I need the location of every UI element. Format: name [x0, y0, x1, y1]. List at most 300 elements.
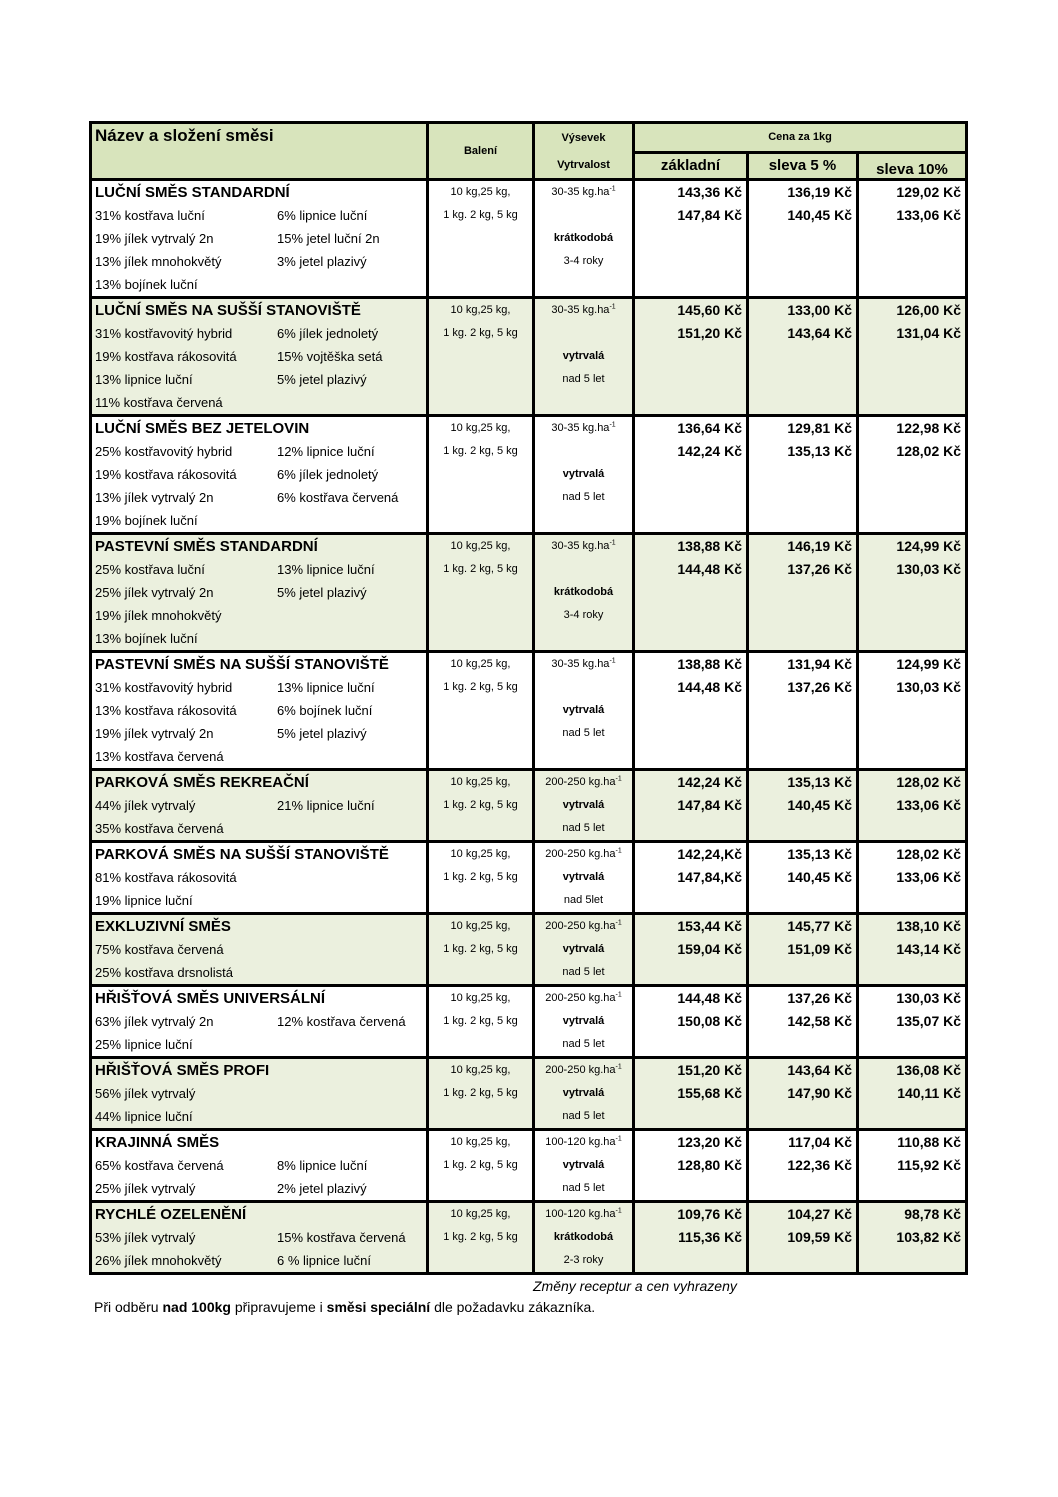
price-value: 110,88 Kč	[897, 1134, 962, 1150]
packaging-line: 10 kg,25 kg,	[450, 422, 511, 434]
packaging-cell	[428, 652, 534, 770]
sowing-cell	[534, 1202, 634, 1274]
price-basic-cell	[634, 914, 748, 986]
component-left: 44% jílek vytrvalý	[95, 798, 196, 813]
component-right: 15% kostřava červená	[277, 1230, 406, 1245]
price-value: 124,99 Kč	[896, 656, 962, 672]
durability-label: vytrvalá	[562, 350, 605, 362]
spacer	[535, 322, 632, 345]
sowing-rate	[535, 771, 632, 794]
price-discount-5-cell	[748, 1058, 858, 1130]
price-value: 151,20 Kč	[677, 1062, 742, 1078]
price-discount-10-cell	[858, 416, 967, 534]
special-note-suffix: dle požadavku zákazníka.	[430, 1299, 596, 1315]
mix-row	[91, 534, 967, 652]
price-value: 138,88 Kč	[677, 656, 742, 672]
price-discount-5-cell	[748, 842, 858, 914]
packaging-line: 1 kg. 2 kg, 5 kg	[443, 1231, 518, 1243]
component-right: 15% jetel luční 2n	[277, 231, 380, 246]
component-left: 65% kostřava červená	[95, 1158, 224, 1173]
sowing-rate-value: 30-35 kg.ha	[551, 186, 610, 198]
component-left: 13% bojínek luční	[95, 277, 198, 292]
packaging-cell	[428, 416, 534, 534]
price-basic-cell	[634, 1058, 748, 1130]
component-right: 6% lipnice luční	[277, 208, 368, 223]
price-discount-5-cell	[748, 534, 858, 652]
price-value: 143,14 Kč	[896, 941, 962, 957]
mix-component-line	[92, 1249, 426, 1272]
component-left: 25% kostřavovitý hybrid	[95, 444, 233, 459]
price-value: 130,03 Kč	[896, 561, 962, 577]
price-discount-5-cell	[748, 770, 858, 842]
mix-name: EXKLUZIVNÍ SMĚS	[95, 918, 231, 935]
mix-component-line	[92, 322, 426, 345]
packaging-line: 10 kg,25 kg,	[450, 186, 511, 198]
component-left: 81% kostřava rákosovitá	[95, 870, 237, 885]
price-discount-10-cell	[858, 842, 967, 914]
packaging-line: 10 kg,25 kg,	[450, 1064, 511, 1076]
mix-name: PARKOVÁ SMĚS REKREAČNÍ	[95, 774, 309, 791]
sowing-cell	[534, 1058, 634, 1130]
durability-detail: nad 5 let	[562, 822, 605, 834]
durability-label: vytrvalá	[562, 871, 605, 883]
sowing-cell	[534, 914, 634, 986]
price-basic-cell	[634, 842, 748, 914]
price-discount-5-cell	[748, 180, 858, 298]
mix-row	[91, 914, 967, 986]
mix-name: KRAJINNÁ SMĚS	[95, 1134, 220, 1151]
special-mix-note	[89, 1298, 965, 1316]
component-left: 31% kostřavovitý hybrid	[95, 680, 233, 695]
spacer	[535, 440, 632, 463]
component-left: 19% jílek vytrvalý 2n	[95, 231, 214, 246]
sowing-rate-value: 30-35 kg.ha	[551, 304, 610, 316]
price-value: 142,58 Kč	[787, 1013, 852, 1029]
sowing-cell	[534, 180, 634, 298]
component-left: 31% kostřava luční	[95, 208, 205, 223]
durability-label: vytrvalá	[562, 468, 605, 480]
component-right: 2% jetel plazivý	[277, 1181, 367, 1196]
packaging-line: 10 kg,25 kg,	[450, 920, 511, 932]
price-value: 98,78 Kč	[904, 1206, 962, 1222]
durability-detail: 2-3 roky	[563, 1254, 604, 1266]
component-left: 31% kostřavovitý hybrid	[95, 326, 233, 341]
price-value: 135,13 Kč	[787, 846, 852, 862]
component-left: 19% jílek mnohokvětý	[95, 608, 222, 623]
price-value: 133,06 Kč	[896, 207, 962, 223]
packaging-line: 10 kg,25 kg,	[450, 658, 511, 670]
packaging-line: 10 kg,25 kg,	[450, 1208, 511, 1220]
component-left: 35% kostřava červená	[95, 821, 224, 836]
price-value: 145,77 Kč	[787, 918, 852, 934]
price-value: 142,24 Kč	[677, 443, 742, 459]
mix-component-line	[92, 889, 426, 912]
price-value: 136,08 Kč	[896, 1062, 962, 1078]
mix-component-line	[92, 1226, 426, 1249]
price-value: 124,99 Kč	[896, 538, 962, 554]
price-value: 153,44 Kč	[677, 918, 742, 934]
sowing-cell	[534, 1130, 634, 1202]
packaging-header: Balení	[428, 123, 534, 180]
component-left: 13% kostřava červená	[95, 749, 224, 764]
spacer	[535, 558, 632, 581]
price-value: 128,80 Kč	[677, 1157, 742, 1173]
component-left: 25% kostřava luční	[95, 562, 205, 577]
price-value: 147,84,Kč	[677, 869, 742, 885]
packaging-line: 1 kg. 2 kg, 5 kg	[443, 327, 518, 339]
packaging-cell	[428, 180, 534, 298]
price-discount-5-cell	[748, 914, 858, 986]
price-value: 131,04 Kč	[896, 325, 962, 341]
packaging-line: 1 kg. 2 kg, 5 kg	[443, 445, 518, 457]
price-table	[89, 121, 968, 1275]
durability-label: vytrvalá	[562, 1087, 605, 1099]
price-value: 144,48 Kč	[677, 679, 742, 695]
price-value: 140,45 Kč	[787, 869, 852, 885]
mix-component-line	[92, 1010, 426, 1033]
packaging-line: 1 kg. 2 kg, 5 kg	[443, 799, 518, 811]
packaging-line: 10 kg,25 kg,	[450, 848, 511, 860]
price-discount-5-cell	[748, 1202, 858, 1274]
component-left: 25% lipnice luční	[95, 1037, 193, 1052]
component-left: 26% jílek mnohokvětý	[95, 1253, 222, 1268]
price-header-discount-5: sleva 5 %	[748, 152, 858, 179]
price-group-header: Cena za 1kg	[634, 123, 967, 153]
mix-composition-cell	[91, 986, 428, 1058]
disclaimer-note: Změny receptur a cen vyhrazeny	[533, 1278, 737, 1294]
component-right: 12% kostřava červená	[277, 1014, 406, 1029]
mix-composition-cell	[91, 1202, 428, 1274]
packaging-line: 10 kg,25 kg,	[450, 992, 511, 1004]
price-value: 137,26 Kč	[787, 679, 852, 695]
price-value: 129,81 Kč	[787, 420, 852, 436]
price-value: 122,36 Kč	[787, 1157, 852, 1173]
packaging-line: 1 kg. 2 kg, 5 kg	[443, 681, 518, 693]
price-value: 104,27 Kč	[787, 1206, 852, 1222]
sowing-cell	[534, 652, 634, 770]
component-right: 6% jílek jednoletý	[277, 467, 379, 482]
price-value: 130,03 Kč	[896, 679, 962, 695]
price-discount-10-cell	[858, 1130, 967, 1202]
price-basic-cell	[634, 1130, 748, 1202]
price-value: 133,06 Kč	[896, 797, 962, 813]
mix-composition-cell	[91, 842, 428, 914]
mix-component-line	[92, 250, 426, 273]
mix-name: PASTEVNÍ SMĚS STANDARDNÍ	[95, 538, 318, 555]
price-value: 137,26 Kč	[787, 990, 852, 1006]
component-right: 13% lipnice luční	[277, 680, 375, 695]
price-discount-5-cell	[748, 416, 858, 534]
price-value: 117,04 Kč	[788, 1134, 852, 1150]
price-value: 147,90 Kč	[787, 1085, 852, 1101]
special-note-bold-qty: nad 100kg	[162, 1299, 231, 1315]
mix-component-line	[92, 391, 426, 414]
mix-row	[91, 842, 967, 914]
durability-detail: nad 5 let	[562, 1182, 605, 1194]
durability-label: vytrvalá	[562, 1015, 605, 1027]
sowing-cell	[534, 298, 634, 416]
mix-composition-cell	[91, 914, 428, 986]
price-value: 159,04 Kč	[677, 941, 742, 957]
sowing-rate-value: 30-35 kg.ha	[551, 540, 610, 552]
price-value: 128,02 Kč	[896, 774, 962, 790]
mix-component-line	[92, 699, 426, 722]
durability-detail: nad 5 let	[562, 727, 605, 739]
price-discount-10-cell	[858, 652, 967, 770]
packaging-line: 1 kg. 2 kg, 5 kg	[443, 1015, 518, 1027]
sowing-rate-exponent: -1	[609, 185, 616, 193]
component-right: 15% vojtěška setá	[277, 349, 383, 364]
durability-detail: nad 5 let	[562, 373, 605, 385]
price-value: 135,13 Kč	[787, 443, 852, 459]
durability-detail: nad 5 let	[562, 1038, 605, 1050]
packaging-line: 1 kg. 2 kg, 5 kg	[443, 209, 518, 221]
mix-name: HŘIŠŤOVÁ SMĚS PROFI	[95, 1062, 270, 1079]
price-value: 128,02 Kč	[896, 443, 962, 459]
price-value: 140,45 Kč	[787, 797, 852, 813]
price-value: 115,36 Kč	[678, 1229, 742, 1245]
price-discount-5-cell	[748, 986, 858, 1058]
packaging-cell	[428, 1130, 534, 1202]
component-left: 11% kostřava červená	[95, 395, 223, 410]
mix-row	[91, 416, 967, 534]
price-value: 123,20 Kč	[677, 1134, 742, 1150]
mix-name: HŘIŠŤOVÁ SMĚS UNIVERSÁLNÍ	[95, 990, 326, 1007]
price-value: 143,64 Kč	[787, 325, 852, 341]
price-discount-10-cell	[858, 534, 967, 652]
sowing-rate-value: 30-35 kg.ha	[551, 422, 610, 434]
price-discount-10-cell	[858, 770, 967, 842]
mix-component-line	[92, 486, 426, 509]
mix-row	[91, 1130, 967, 1202]
price-header-discount-10: sleva 10%	[858, 152, 967, 179]
price-discount-5-cell	[748, 298, 858, 416]
price-basic-cell	[634, 652, 748, 770]
component-right: 6% jílek jednoletý	[277, 326, 379, 341]
sowing-rate	[535, 1203, 632, 1226]
price-value: 128,02 Kč	[896, 846, 962, 862]
packaging-line: 1 kg. 2 kg, 5 kg	[443, 943, 518, 955]
price-value: 136,19 Kč	[787, 184, 852, 200]
mix-component-line	[92, 1033, 426, 1056]
special-note-bold-mix: směsi speciální	[326, 1299, 431, 1315]
mix-component-line	[92, 961, 426, 984]
sowing-cell	[534, 986, 634, 1058]
price-value: 140,11 Kč	[897, 1085, 962, 1101]
price-discount-5-cell	[748, 652, 858, 770]
sowing-rate-value: 30-35 kg.ha	[551, 658, 610, 670]
sowing-cell	[534, 770, 634, 842]
mix-component-line	[92, 227, 426, 250]
sowing-rate-value: 200-250 kg.ha	[545, 1064, 616, 1076]
sowing-rate-exponent: -1	[615, 1135, 622, 1143]
mix-component-line	[92, 794, 426, 817]
component-left: 19% bojínek luční	[95, 513, 198, 528]
component-left: 63% jílek vytrvalý 2n	[95, 1014, 214, 1029]
price-value: 143,64 Kč	[787, 1062, 852, 1078]
price-value: 130,03 Kč	[896, 990, 962, 1006]
component-left: 56% jílek vytrvalý	[95, 1086, 196, 1101]
price-value: 145,60 Kč	[677, 302, 742, 318]
price-basic-cell	[634, 986, 748, 1058]
price-value: 126,00 Kč	[896, 302, 962, 318]
mix-component-line	[92, 676, 426, 699]
price-discount-10-cell	[858, 180, 967, 298]
price-basic-cell	[634, 534, 748, 652]
durability-label: vytrvalá	[562, 1159, 605, 1171]
mix-name: LUČNÍ SMĚS BEZ JETELOVIN	[95, 420, 310, 437]
packaging-cell	[428, 1058, 534, 1130]
sowing-rate	[535, 299, 632, 322]
sowing-rate-value: 200-250 kg.ha	[545, 776, 616, 788]
mix-row	[91, 1058, 967, 1130]
sowing-cell	[534, 416, 634, 534]
mix-component-line	[92, 581, 426, 604]
mix-component-line	[92, 866, 426, 889]
sowing-rate-exponent: -1	[615, 919, 622, 927]
mix-component-line	[92, 368, 426, 391]
packaging-line: 1 kg. 2 kg, 5 kg	[443, 871, 518, 883]
price-discount-10-cell	[858, 914, 967, 986]
price-value: 135,13 Kč	[787, 774, 852, 790]
header-row-top	[91, 123, 967, 153]
packaging-cell	[428, 914, 534, 986]
sowing-header: Výsevek	[534, 123, 634, 153]
packaging-cell	[428, 770, 534, 842]
price-basic-cell	[634, 416, 748, 534]
durability-detail: nad 5 let	[562, 966, 605, 978]
component-left: 44% lipnice luční	[95, 1109, 193, 1124]
sowing-rate-exponent: -1	[609, 421, 616, 429]
sowing-rate	[535, 1059, 632, 1082]
price-basic-cell	[634, 1202, 748, 1274]
mix-component-line	[92, 1082, 426, 1105]
mix-component-line	[92, 1105, 426, 1128]
sowing-rate-value: 200-250 kg.ha	[545, 848, 616, 860]
sowing-cell	[534, 534, 634, 652]
sowing-rate-value: 100-120 kg.ha	[545, 1208, 616, 1220]
price-header-basic: základní	[634, 152, 748, 179]
sowing-rate	[535, 181, 632, 204]
sowing-rate	[535, 535, 632, 558]
sowing-rate-exponent: -1	[615, 991, 622, 999]
special-note-mid: připravujeme i	[230, 1299, 327, 1315]
sowing-rate-value: 200-250 kg.ha	[545, 992, 616, 1004]
mix-component-line	[92, 1154, 426, 1177]
packaging-line: 1 kg. 2 kg, 5 kg	[443, 563, 518, 575]
component-right: 5% jetel plazivý	[277, 372, 367, 387]
component-left: 13% jílek vytrvalý 2n	[95, 490, 214, 505]
component-left: 13% kostřava rákosovitá	[95, 703, 237, 718]
price-value: 103,82 Kč	[896, 1229, 962, 1245]
mix-name: PARKOVÁ SMĚS NA SUŠŠÍ STANOVIŠTĚ	[95, 846, 389, 863]
durability-detail: 3-4 roky	[563, 609, 604, 621]
mix-row	[91, 1202, 967, 1274]
mix-composition-cell	[91, 770, 428, 842]
mix-name: LUČNÍ SMĚS NA SUŠŠÍ STANOVIŠTĚ	[95, 302, 361, 319]
price-value: 144,48 Kč	[677, 990, 742, 1006]
packaging-cell	[428, 534, 534, 652]
durability-label: krátkodobá	[553, 586, 614, 598]
mix-row	[91, 986, 967, 1058]
price-discount-10-cell	[858, 1202, 967, 1274]
mix-composition-cell	[91, 416, 428, 534]
durability-header: Vytrvalost	[534, 152, 634, 179]
price-discount-5-cell	[748, 1130, 858, 1202]
price-value: 138,10 Kč	[896, 918, 962, 934]
packaging-cell	[428, 986, 534, 1058]
mix-component-line	[92, 345, 426, 368]
price-value: 131,94 Kč	[787, 656, 852, 672]
component-right: 6 % lipnice luční	[277, 1253, 371, 1268]
price-discount-10-cell	[858, 1058, 967, 1130]
component-left: 53% jílek vytrvalý	[95, 1230, 196, 1245]
component-right: 13% lipnice luční	[277, 562, 375, 577]
mix-component-line	[92, 558, 426, 581]
price-value: 137,26 Kč	[787, 561, 852, 577]
price-value: 133,06 Kč	[896, 869, 962, 885]
price-value: 143,36 Kč	[677, 184, 742, 200]
mix-component-line	[92, 273, 426, 296]
price-value: 135,07 Kč	[896, 1013, 962, 1029]
durability-label: krátkodobá	[553, 1231, 614, 1243]
packaging-line: 1 kg. 2 kg, 5 kg	[443, 1087, 518, 1099]
packaging-line: 1 kg. 2 kg, 5 kg	[443, 1159, 518, 1171]
sowing-cell	[534, 842, 634, 914]
component-right: 6% kostřava červená	[277, 490, 399, 505]
mix-row	[91, 180, 967, 298]
price-value: 109,59 Kč	[787, 1229, 852, 1245]
component-right: 5% jetel plazivý	[277, 585, 367, 600]
price-value: 122,98 Kč	[896, 420, 962, 436]
price-discount-10-cell	[858, 298, 967, 416]
packaging-cell	[428, 1202, 534, 1274]
sowing-rate	[535, 915, 632, 938]
price-value: 129,02 Kč	[896, 184, 962, 200]
mix-component-line	[92, 722, 426, 745]
component-left: 25% jílek vytrvalý	[95, 1181, 196, 1196]
component-right: 12% lipnice luční	[277, 444, 375, 459]
price-value: 155,68 Kč	[677, 1085, 742, 1101]
mix-component-line	[92, 509, 426, 532]
sowing-rate-exponent: -1	[615, 775, 622, 783]
spacer	[535, 676, 632, 699]
durability-label: krátkodobá	[553, 232, 614, 244]
mix-name: RYCHLÉ OZELENĚNÍ	[95, 1206, 247, 1223]
packaging-line: 10 kg,25 kg,	[450, 776, 511, 788]
document-body	[89, 121, 965, 1316]
mix-component-line	[92, 627, 426, 650]
packaging-line: 10 kg,25 kg,	[450, 1136, 511, 1148]
component-left: 19% jílek vytrvalý 2n	[95, 726, 214, 741]
mix-composition-cell	[91, 1130, 428, 1202]
price-value: 151,09 Kč	[787, 941, 852, 957]
component-left: 25% jílek vytrvalý 2n	[95, 585, 214, 600]
mix-row	[91, 652, 967, 770]
sowing-rate-value: 200-250 kg.ha	[545, 920, 616, 932]
price-value: 133,00 Kč	[787, 302, 852, 318]
special-note-prefix: Při odběru	[94, 1299, 163, 1315]
mix-composition-cell	[91, 1058, 428, 1130]
component-left: 25% kostřava drsnolistá	[95, 965, 234, 980]
component-right: 6% bojínek luční	[277, 703, 373, 718]
mix-component-line	[92, 604, 426, 627]
mix-name: LUČNÍ SMĚS STANDARDNÍ	[95, 184, 290, 201]
mix-component-line	[92, 1177, 426, 1200]
price-basic-cell	[634, 770, 748, 842]
component-right: 5% jetel plazivý	[277, 726, 367, 741]
mix-component-line	[92, 817, 426, 840]
